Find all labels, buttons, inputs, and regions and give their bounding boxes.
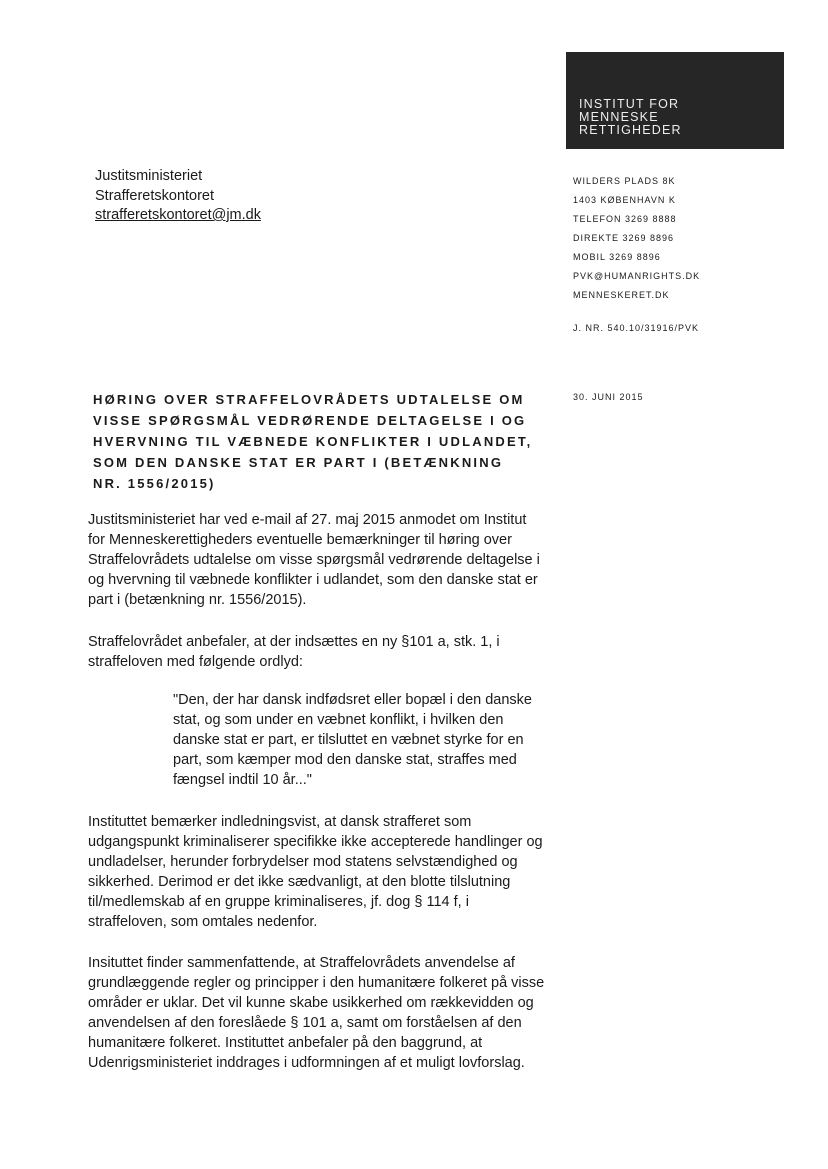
paragraph-summary xyxy=(88,953,568,1073)
text-line: Insituttet finder sammenfattende, at Straffelovrådets anvendelse af xyxy=(88,955,515,971)
text-line: udgangspunkt kriminaliserer specifikke ikke accepterede handlinger og xyxy=(88,834,543,850)
text-line: for Menneskerettigheders eventuelle bemærkninger til høring over xyxy=(88,532,512,548)
document-date: 30. JUNI 2015 xyxy=(573,392,644,402)
paragraph-recommendation xyxy=(88,632,568,672)
sender-mobile: MOBIL 3269 8896 xyxy=(573,252,661,262)
text-line: straffeloven, som omtales nedenfor. xyxy=(88,914,318,930)
sender-street: WILDERS PLADS 8K xyxy=(573,176,676,186)
text-line: Justitsministeriet har ved e-mail af 27. maj 2015 anmodet om Institut xyxy=(88,512,527,528)
text-line: Instituttet bemærker indledningsvist, at dansk strafferet som xyxy=(88,814,472,830)
logo-line: MENNESKE xyxy=(579,110,659,124)
heading-line: NR. 1556/2015) xyxy=(93,476,216,491)
recipient-email-link[interactable]: strafferetskontoret@jm.dk xyxy=(95,207,261,223)
text-line: fængsel indtil 10 år..." xyxy=(173,772,312,788)
paragraph-intro xyxy=(88,510,568,610)
sender-website: MENNESKERET.DK xyxy=(573,290,670,300)
text-line: undladelser, herunder forbrydelser mod statens selvstændighed og xyxy=(88,854,518,870)
text-line: og hvervning til væbnede konflikter i udlandet, som den danske stat er xyxy=(88,572,538,588)
recipient-address xyxy=(95,167,261,226)
journal-number: J. NR. 540.10/31916/PVK xyxy=(573,323,700,333)
text-line: områder er uklar. Det vil kunne skabe usikkerhed om rækkevidden og xyxy=(88,995,534,1011)
text-line: til/medlemskab af en gruppe kriminaliseres, jf. dog § 114 f, i xyxy=(88,894,469,910)
text-line: part, som kæmper mod den danske stat, straffes med xyxy=(173,752,517,768)
text-line: stat, og som under en væbnet konflikt, i hvilken den xyxy=(173,712,504,728)
quoted-provision xyxy=(173,690,573,790)
institute-logo xyxy=(566,52,784,149)
text-line: sikkerhed. Derimod er det ikke sædvanligt, at den blotte tilslutning xyxy=(88,874,511,890)
text-line: straffeloven med følgende ordlyd: xyxy=(88,654,303,670)
sender-phone: TELEFON 3269 8888 xyxy=(573,214,677,224)
text-line: Straffelovrådets udtalelse om visse spørgsmål vedrørende deltagelse i xyxy=(88,552,540,568)
sender-direct: DIREKTE 3269 8896 xyxy=(573,233,675,243)
text-line: grundlæggende regler og principper i den humanitære folkeret på visse xyxy=(88,975,545,991)
heading-line: HVERVNING TIL VÆBNEDE KONFLIKTER I UDLANDET, xyxy=(93,434,533,449)
sender-address xyxy=(573,172,700,305)
text-line: Udenrigsministeriet inddrages i udformningen af et muligt lovforslag. xyxy=(88,1055,525,1071)
paragraph-observations xyxy=(88,812,568,932)
recipient-office: Strafferetskontoret xyxy=(95,187,215,204)
text-line: anvendelsen af den foreslåede § 101 a, samt om forståelsen af den xyxy=(88,1015,522,1031)
text-line: Straffelovrådet anbefaler, at der indsættes en ny §101 a, stk. 1, i xyxy=(88,634,500,650)
sender-email: PVK@HUMANRIGHTS.DK xyxy=(573,271,701,281)
text-line: "Den, der har dansk indfødsret eller bopæl i den danske xyxy=(173,692,532,708)
logo-text xyxy=(579,98,682,137)
text-line: humanitære folkeret. Instituttet anbefaler på den baggrund, at xyxy=(88,1035,483,1051)
logo-line: RETTIGHEDER xyxy=(579,123,682,137)
sender-city: 1403 KØBENHAVN K xyxy=(573,195,676,205)
document-heading xyxy=(93,389,573,494)
heading-line: SOM DEN DANSKE STAT ER PART I (BETÆNKNING xyxy=(93,455,504,470)
text-line: danske stat er part, er tilsluttet en væbnet styrke for en xyxy=(173,732,524,748)
heading-line: HØRING OVER STRAFFELOVRÅDETS UDTALELSE OM xyxy=(93,392,525,407)
logo-line: INSTITUT FOR xyxy=(579,97,680,111)
text-line: part i (betænkning nr. 1556/2015). xyxy=(88,592,307,608)
recipient-name: Justitsministeriet xyxy=(95,168,203,184)
heading-line: VISSE SPØRGSMÅL VEDRØRENDE DELTAGELSE I OG xyxy=(93,413,527,428)
